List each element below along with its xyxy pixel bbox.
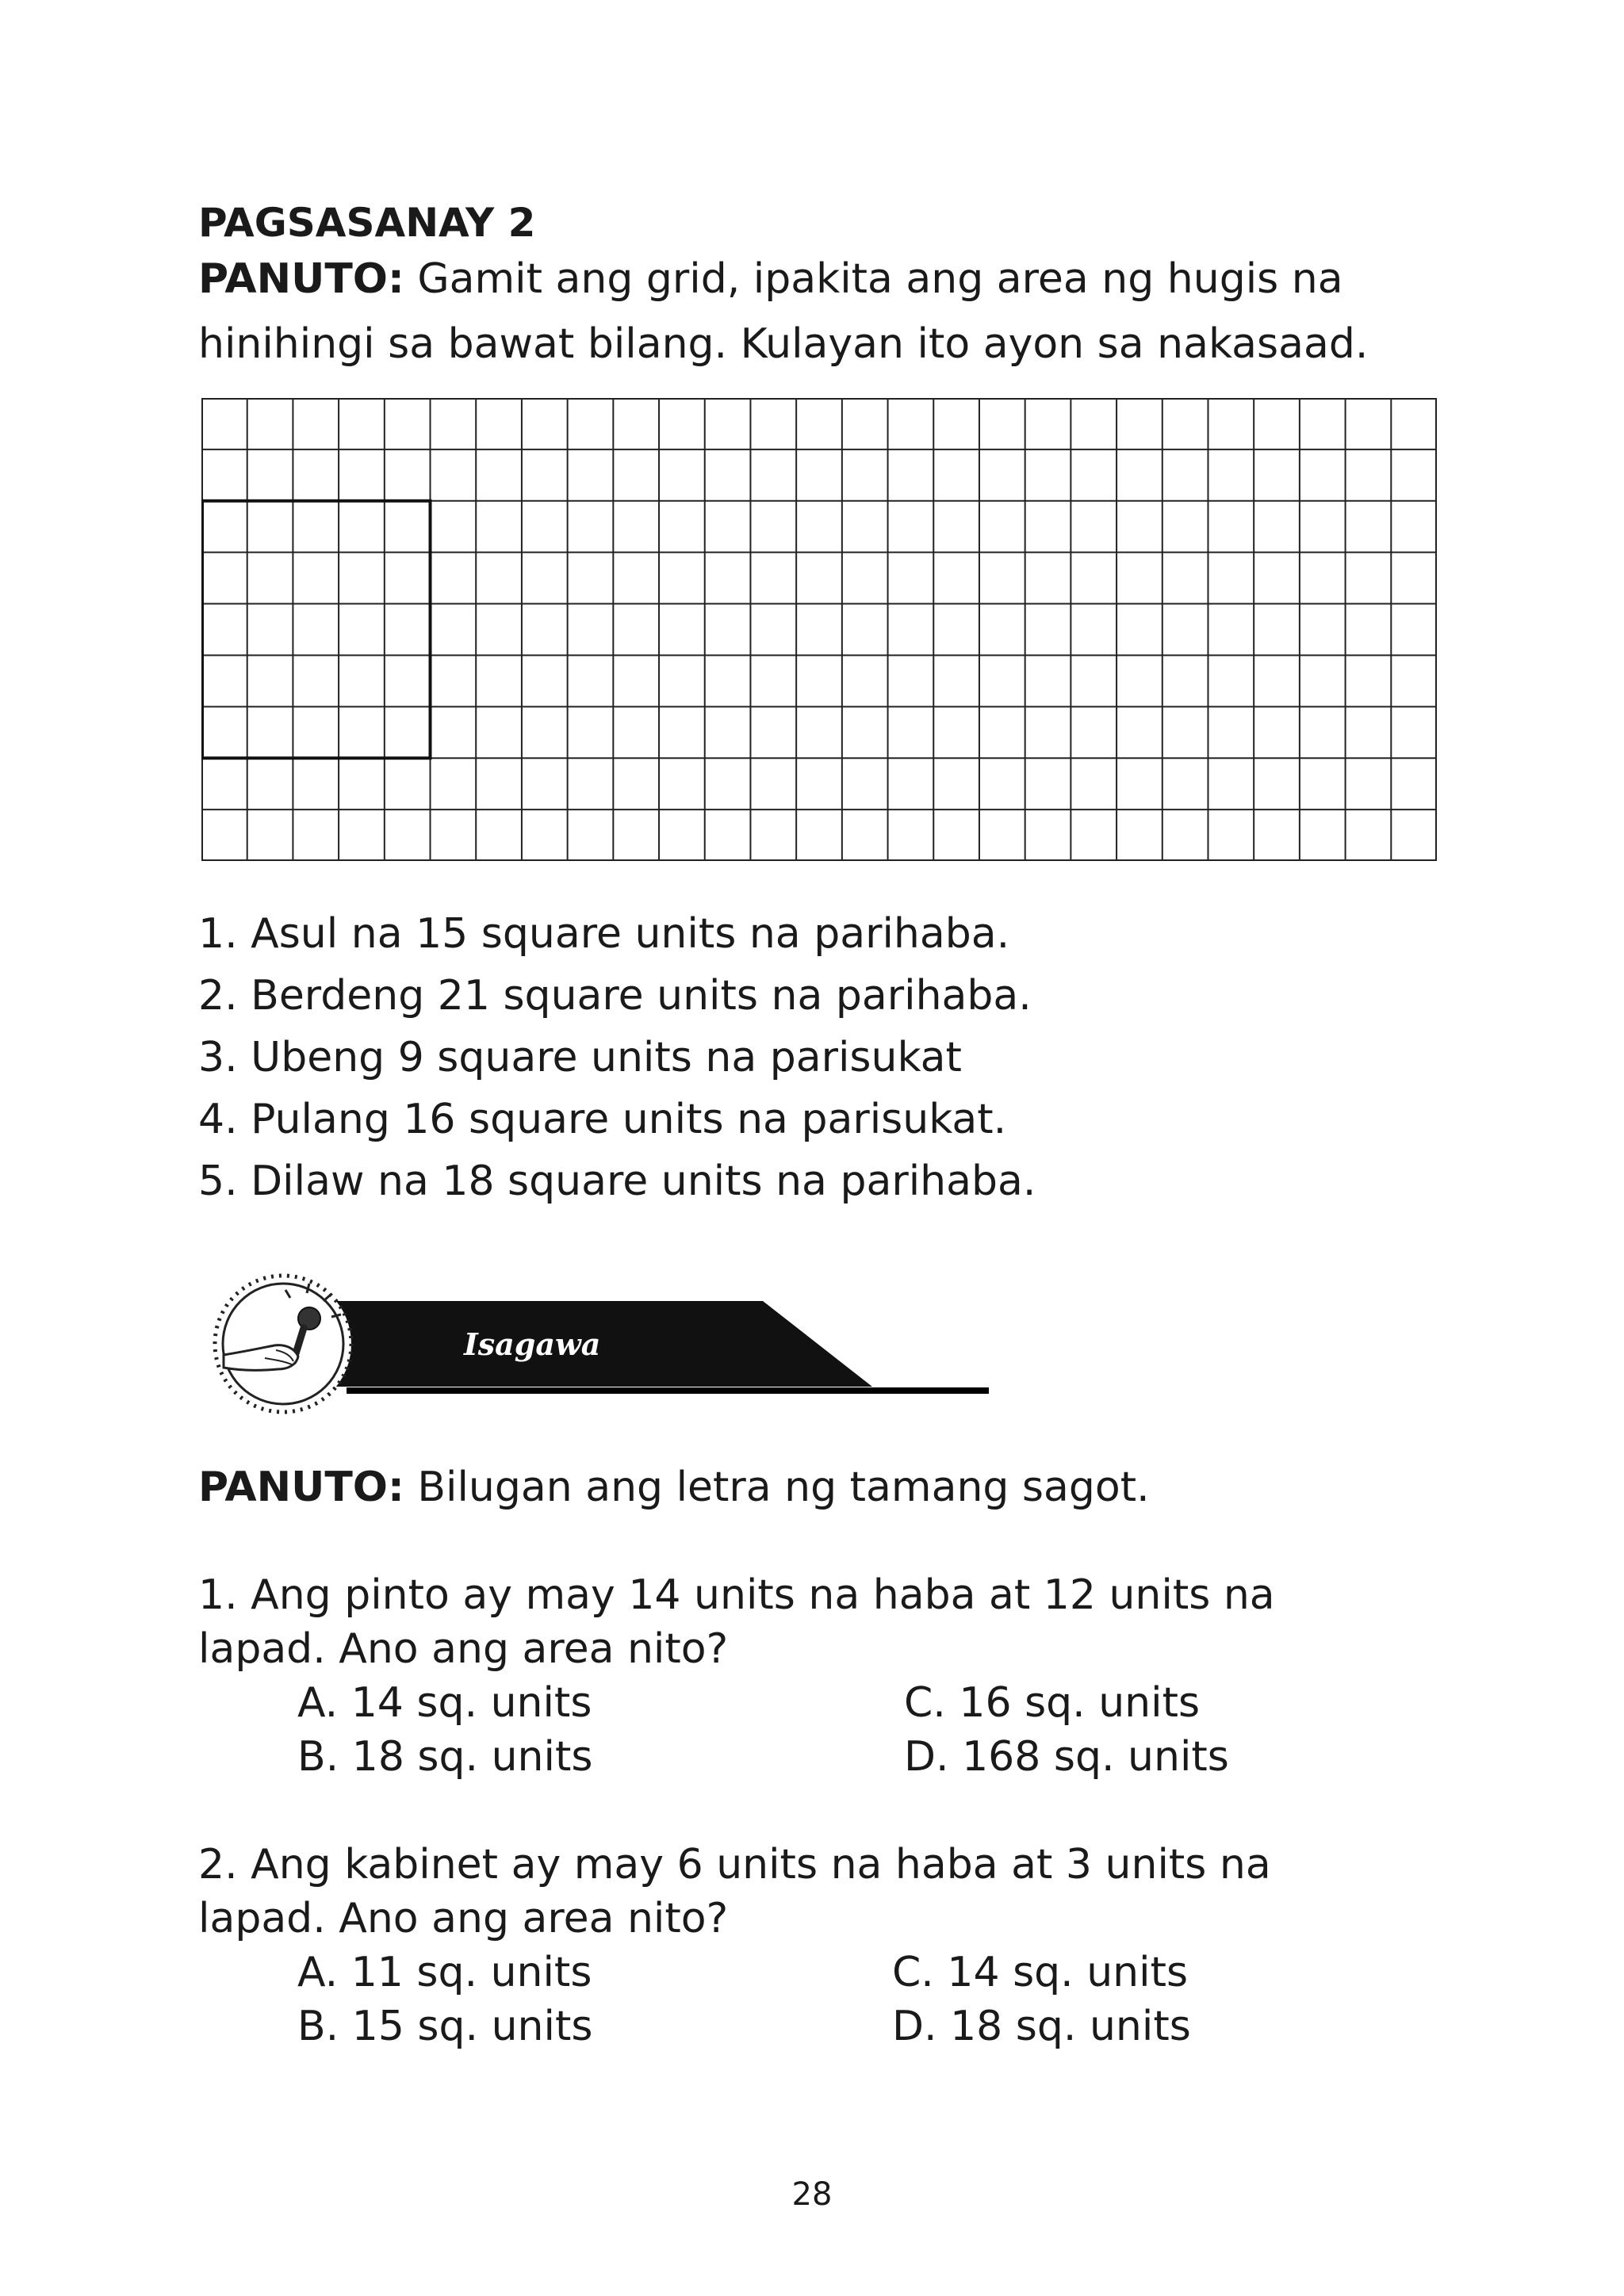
instruction-line-2: hinihingi sa bawat bilang. Kulayan ito ayon sa nakasaad. (198, 320, 1369, 368)
instruction-2 (198, 1460, 1150, 1514)
question-1-line-1: 1. Ang pinto ay may 14 units na haba at 12 units na (198, 1571, 1275, 1619)
instruction-2-text: Bilugan ang letra ng tamang sagot. (417, 1464, 1150, 1511)
banner-label: Isagawa (464, 1326, 601, 1362)
question-2-option-b: B. 15 sq. units (297, 2003, 593, 2050)
question-1-option-b: B. 18 sq. units (297, 1733, 593, 1781)
page-number: 28 (791, 2176, 833, 2213)
question-2-option-d: D. 18 sq. units (892, 2003, 1191, 2050)
section-title: PAGSASANAY 2 (198, 200, 536, 246)
question-1-option-c: C. 16 sq. units (904, 1679, 1201, 1727)
question-2-option-c: C. 14 sq. units (892, 1949, 1189, 1996)
question-2-option-a: A. 11 sq. units (297, 1949, 592, 1996)
item-1: 1. Asul na 15 square units na parihaba. (198, 910, 1010, 958)
question-2-line-2: lapad. Ano ang area nito? (198, 1895, 729, 1942)
instruction-text-1: Gamit ang grid, ipakita ang area ng hugis na (417, 255, 1343, 303)
instruction-line-1 (198, 252, 1343, 306)
item-2: 2. Berdeng 21 square units na parihaba. (198, 972, 1032, 1020)
isagawa-banner (208, 1257, 993, 1415)
question-1-line-2: lapad. Ano ang area nito? (198, 1625, 729, 1673)
question-1-option-a: A. 14 sq. units (297, 1679, 592, 1727)
item-5: 5. Dilaw na 18 square units na parihaba. (198, 1158, 1036, 1205)
item-4: 4. Pulang 16 square units na parisukat. (198, 1096, 1007, 1143)
hand-holding-microphone-icon (215, 1276, 351, 1412)
item-3: 3. Ubeng 9 square units na parisukat (198, 1034, 962, 1081)
question-1-option-d: D. 168 sq. units (904, 1733, 1229, 1781)
example-rectangle (202, 501, 431, 758)
question-2-line-1: 2. Ang kabinet ay may 6 units na haba at 3 units na (198, 1841, 1271, 1888)
square-grid (201, 398, 1437, 861)
instruction-2-label: PANUTO: (198, 1464, 404, 1511)
instruction-label: PANUTO: (198, 255, 404, 303)
